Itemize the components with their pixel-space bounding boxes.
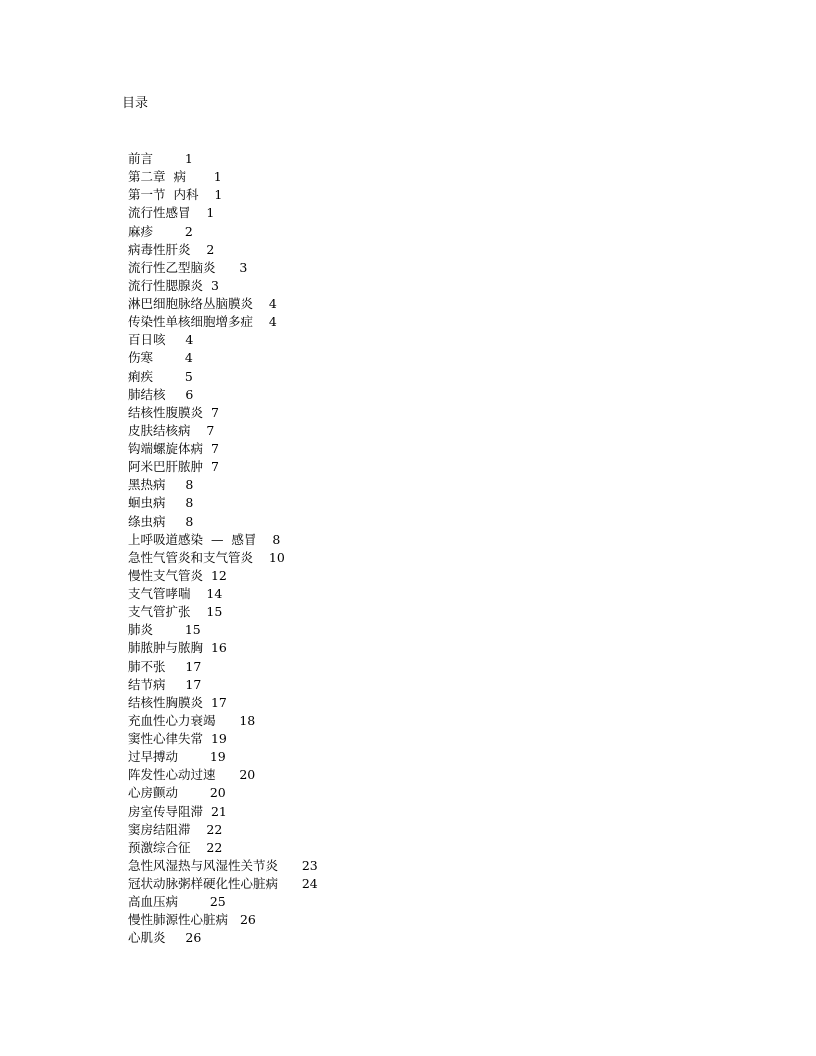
- toc-entry: [128, 494, 318, 512]
- toc-entry-page-number: 19: [210, 731, 227, 746]
- toc-entry-spacing: [203, 804, 211, 819]
- toc-entry-title: 肺结核: [128, 386, 166, 402]
- toc-entry: [128, 875, 318, 893]
- toc-entry-page-number: 10: [268, 549, 285, 565]
- toc-entry-page-number: 3: [239, 259, 248, 275]
- toc-entry-spacing: [198, 187, 214, 202]
- toc-entry: [128, 368, 318, 386]
- toc-entry-page-number: 7: [206, 422, 215, 438]
- toc-entry: [128, 748, 318, 766]
- toc-entry-page-number: 22: [206, 839, 223, 855]
- toc-entry: [128, 730, 318, 748]
- toc-entry-page-number: 23: [301, 857, 318, 873]
- page-title: 目录: [122, 96, 149, 111]
- toc-entry-page-number: 2: [184, 223, 193, 239]
- toc-entry-spacing: [178, 785, 210, 800]
- toc-entry-page-number: 7: [210, 441, 219, 456]
- toc-entry-spacing: [166, 514, 186, 529]
- toc-entry: [128, 839, 318, 857]
- toc-entry-title: 过早搏动: [128, 749, 179, 765]
- toc-entry-page-number: 24: [301, 876, 318, 891]
- toc-entry-spacing: [228, 912, 240, 927]
- toc-entry-title: 痢疾: [128, 368, 154, 384]
- toc-entry-page-number: 1: [213, 169, 222, 185]
- toc-entry-page-number: 7: [210, 404, 219, 420]
- toc-entry-spacing: [166, 495, 186, 510]
- toc-entry-spacing: [203, 441, 211, 456]
- toc-entry-title: 冠状动脉粥样硬化性心脏病: [128, 876, 279, 891]
- toc-entry: [128, 277, 318, 295]
- toc-entry-page-number: 17: [185, 658, 202, 674]
- toc-entry-title: 病毒性肝炎: [128, 241, 191, 257]
- toc-entry: [128, 766, 318, 784]
- toc-entry-spacing: [153, 369, 185, 384]
- toc-entry-title: 上呼吸道感染 — 感冒: [128, 531, 257, 547]
- toc-entry-spacing: [203, 278, 211, 293]
- toc-entry-spacing: [191, 423, 207, 438]
- toc-entry-title: 结核性胸膜炎: [128, 694, 204, 710]
- toc-entry: [128, 857, 318, 875]
- toc-entry-title: 支气管哮喘: [128, 586, 191, 601]
- toc-entry-title: 第一节 内科: [128, 187, 199, 203]
- toc-entry-page-number: 15: [206, 604, 223, 620]
- toc-entry: [128, 821, 318, 839]
- toc-entry: [128, 585, 318, 603]
- toc-entry-page-number: 4: [268, 314, 277, 330]
- toc-entry-title: 传染性单核细胞增多症: [128, 314, 254, 330]
- toc-entry-page-number: 19: [209, 749, 226, 765]
- toc-entry-page-number: 3: [210, 277, 219, 293]
- toc-entry-spacing: [253, 550, 269, 565]
- toc-entry-title: 蛔虫病: [128, 495, 166, 511]
- toc-entry-page-number: 20: [209, 785, 226, 801]
- toc-entry-spacing: [203, 640, 211, 655]
- toc-entry-page-number: 17: [210, 694, 227, 710]
- toc-entry-spacing: [191, 242, 207, 257]
- toc-entry-title: 结节病: [128, 676, 166, 692]
- toc-entry: [128, 621, 318, 639]
- toc-entry: [128, 929, 318, 947]
- toc-entry-spacing: [153, 224, 185, 239]
- toc-entry: [128, 893, 318, 911]
- toc-entry-title: 肺不张: [128, 658, 166, 674]
- toc-entry-title: 流行性感冒: [128, 205, 191, 221]
- toc-entry: [128, 331, 318, 349]
- toc-entry: [128, 911, 318, 929]
- toc-entry: [128, 658, 318, 676]
- toc-entry-spacing: [153, 622, 185, 637]
- toc-entry-title: 伤寒: [128, 350, 154, 366]
- toc-entry-title: 充血性心力衰竭: [128, 712, 216, 728]
- toc-entry-spacing: [203, 695, 211, 710]
- toc-entry-title: 流行性乙型脑炎: [128, 259, 216, 275]
- toc-entry-spacing: [166, 930, 186, 945]
- toc-entry-page-number: 20: [239, 767, 256, 783]
- toc-entry-title: 支气管扩张: [128, 604, 191, 620]
- toc-entry-spacing: [191, 205, 207, 220]
- toc-entry-spacing: [191, 604, 207, 619]
- toc-entry-title: 房室传导阻滞: [128, 803, 204, 819]
- toc-entry-page-number: 15: [184, 622, 201, 638]
- toc-entry-page-number: 21: [210, 803, 227, 819]
- toc-entry-page-number: 7: [210, 459, 219, 475]
- toc-entry-title: 窦房结阻滞: [128, 821, 191, 837]
- toc-entry-spacing: [191, 840, 207, 855]
- toc-entry-spacing: [216, 713, 240, 728]
- toc-entry-spacing: [153, 151, 185, 166]
- toc-entry-title: 窦性心律失常: [128, 731, 204, 746]
- toc-entry: [128, 476, 318, 494]
- toc-entry-spacing: [203, 405, 211, 420]
- toc-entry: [128, 440, 318, 458]
- toc-entry-page-number: 25: [209, 894, 226, 910]
- toc-entry-title: 心房颤动: [128, 785, 179, 801]
- toc-entry-spacing: [203, 459, 211, 474]
- toc-entry-spacing: [166, 332, 186, 347]
- toc-entry-spacing: [178, 749, 210, 764]
- toc-entry-spacing: [256, 532, 272, 547]
- toc-entry-title: 急性风湿热与风湿性关节炎: [128, 857, 279, 873]
- toc-entry-spacing: [166, 387, 186, 402]
- toc-entry: [128, 386, 318, 404]
- toc-entry: [128, 567, 318, 585]
- toc-entry-page-number: 8: [272, 531, 281, 547]
- toc-entry-title: 阿米巴肝脓肿: [128, 459, 204, 475]
- toc-entry-title: 麻疹: [128, 223, 154, 239]
- toc-entry: [128, 204, 318, 222]
- toc-entry: [128, 223, 318, 241]
- toc-entry-page-number: 4: [268, 296, 277, 311]
- toc-entry-spacing: [191, 586, 207, 601]
- toc-entry-title: 流行性腮腺炎: [128, 277, 204, 293]
- toc-entry-page-number: 17: [185, 676, 202, 692]
- toc-entry-page-number: 1: [206, 205, 215, 221]
- toc-entry-spacing: [166, 659, 186, 674]
- toc-entry: [128, 603, 318, 621]
- toc-entry: [128, 404, 318, 422]
- toc-entry-title: 黑热病: [128, 477, 166, 493]
- toc-entry-page-number: 18: [239, 712, 256, 728]
- toc-entry-spacing: [178, 894, 210, 909]
- toc-entry-spacing: [166, 677, 186, 692]
- toc-entry: [128, 712, 318, 730]
- toc-entry: [128, 241, 318, 259]
- toc-entry-page-number: 26: [239, 912, 256, 928]
- toc-entry: [128, 259, 318, 277]
- toc-entry-spacing: [253, 314, 269, 329]
- toc-entry-title: 淋巴细胞脉络丛脑膜炎: [128, 296, 254, 311]
- toc-entry-title: 急性气管炎和支气管炎: [128, 549, 254, 565]
- toc-entry-page-number: 4: [184, 350, 193, 366]
- toc-entry-title: 心肌炎: [128, 930, 166, 946]
- toc-entry-title: 慢性肺源性心脏病: [128, 912, 229, 928]
- toc-entry: [128, 313, 318, 331]
- toc-entry-spacing: [278, 876, 302, 891]
- toc-entry: [128, 513, 318, 531]
- toc-entry-spacing: [253, 296, 269, 311]
- toc-entry-page-number: 14: [206, 586, 223, 601]
- toc-entry: [128, 295, 318, 313]
- toc-entry-spacing: [216, 767, 240, 782]
- toc-entry-page-number: 1: [214, 187, 223, 203]
- toc-entry-title: 慢性支气管炎: [128, 567, 204, 583]
- toc-entry-title: 预激综合征: [128, 839, 191, 855]
- toc-entry-page-number: 5: [184, 368, 193, 384]
- toc-entry-title: 皮肤结核病: [128, 422, 191, 438]
- toc-entry-title: 肺炎: [128, 622, 154, 638]
- toc-entry-title: 前言: [128, 151, 154, 166]
- toc-entry: [128, 186, 318, 204]
- toc-entry: [128, 168, 318, 186]
- toc-entry: [128, 458, 318, 476]
- toc-entry-title: 高血压病: [128, 894, 179, 910]
- toc-entry: [128, 694, 318, 712]
- toc-entry: [128, 422, 318, 440]
- toc-entry-page-number: 4: [185, 332, 194, 348]
- toc-entry-spacing: [203, 568, 211, 583]
- toc-entry-title: 阵发性心动过速: [128, 767, 216, 783]
- toc-entry: [128, 803, 318, 821]
- toc-entry-page-number: 1: [184, 151, 193, 166]
- toc-entry-title: 肺脓肿与脓胸: [128, 640, 204, 656]
- toc-entry-spacing: [166, 477, 186, 492]
- toc-entry-title: 第二章 病: [128, 169, 186, 185]
- toc-entry-title: 绦虫病: [128, 513, 166, 529]
- toc-entry-spacing: [153, 350, 185, 365]
- toc-entry: [128, 531, 318, 549]
- toc-entry-spacing: [216, 260, 240, 275]
- toc-entry-page-number: 16: [210, 640, 227, 656]
- toc-entry: [128, 639, 318, 657]
- toc-entry-title: 百日咳: [128, 332, 166, 348]
- toc-entry-spacing: [278, 858, 302, 873]
- toc-entry-page-number: 8: [185, 477, 194, 493]
- toc-entry-spacing: [203, 731, 211, 746]
- toc-entry: [128, 676, 318, 694]
- toc-entry-page-number: 8: [185, 495, 194, 511]
- toc-entry-page-number: 12: [210, 567, 227, 583]
- toc-entry-title: 钩端螺旋体病: [128, 441, 204, 456]
- toc-entry: [128, 150, 318, 168]
- toc-entry: [128, 549, 318, 567]
- toc-entry: [128, 784, 318, 802]
- toc-entry-page-number: 2: [206, 241, 215, 257]
- toc-entry-page-number: 22: [206, 821, 223, 837]
- toc-entry-page-number: 6: [185, 386, 194, 402]
- toc-entry-page-number: 26: [185, 930, 202, 946]
- toc-entry: [128, 349, 318, 367]
- toc-entry-spacing: [191, 822, 207, 837]
- toc-entry-title: 结核性腹膜炎: [128, 404, 204, 420]
- toc-entry-spacing: [186, 169, 214, 184]
- toc-entry-page-number: 8: [185, 513, 194, 529]
- table-of-contents: [128, 150, 318, 948]
